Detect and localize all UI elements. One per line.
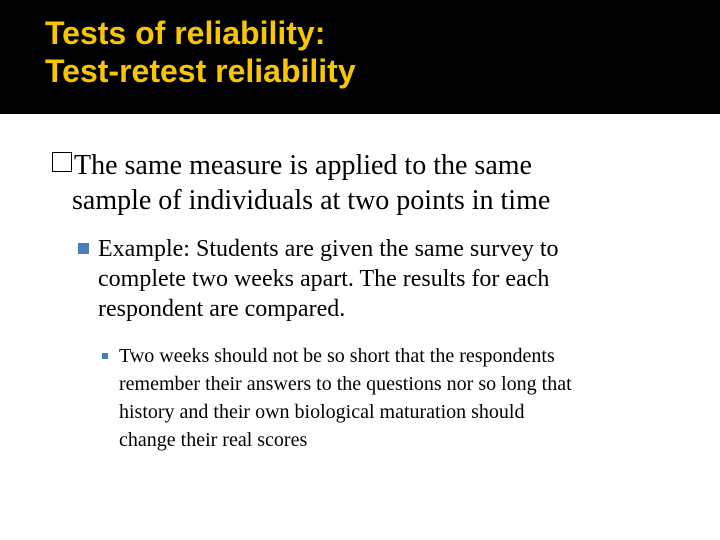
slide-title (45, 14, 356, 90)
bullet-level-3 (102, 342, 682, 454)
bullet-level-3-line: change their real scores (119, 429, 308, 451)
bullet-level-1-line: sample of individuals at two points in time (72, 185, 551, 216)
small-square-icon (102, 353, 108, 359)
bullet-level-3-line: history and their own biological maturation should (119, 401, 525, 423)
bullet-level-2-line: Example: Students are given the same survey to (98, 236, 559, 262)
filled-square-icon (78, 243, 89, 254)
bullet-level-2-text (78, 234, 678, 324)
bullet-level-3-line: Two weeks should not be so short that the respondents (119, 345, 555, 367)
bullet-level-2 (78, 234, 678, 324)
square-outline-icon (52, 152, 72, 172)
bullet-level-1-line: The same measure is applied to the same (74, 150, 532, 181)
title-band (0, 0, 720, 114)
bullet-level-3-text (102, 342, 682, 454)
bullet-level-1 (52, 148, 672, 218)
bullet-level-2-line: complete two weeks apart. The results for each (98, 266, 550, 292)
bullet-level-3-line: remember their answers to the questions nor so long that (119, 373, 572, 395)
title-line-2: Test-retest reliability (45, 53, 356, 89)
bullet-level-2-line: respondent are compared. (98, 296, 346, 322)
bullet-level-1-text (52, 148, 672, 218)
title-line-1: Tests of reliability: (45, 15, 326, 51)
